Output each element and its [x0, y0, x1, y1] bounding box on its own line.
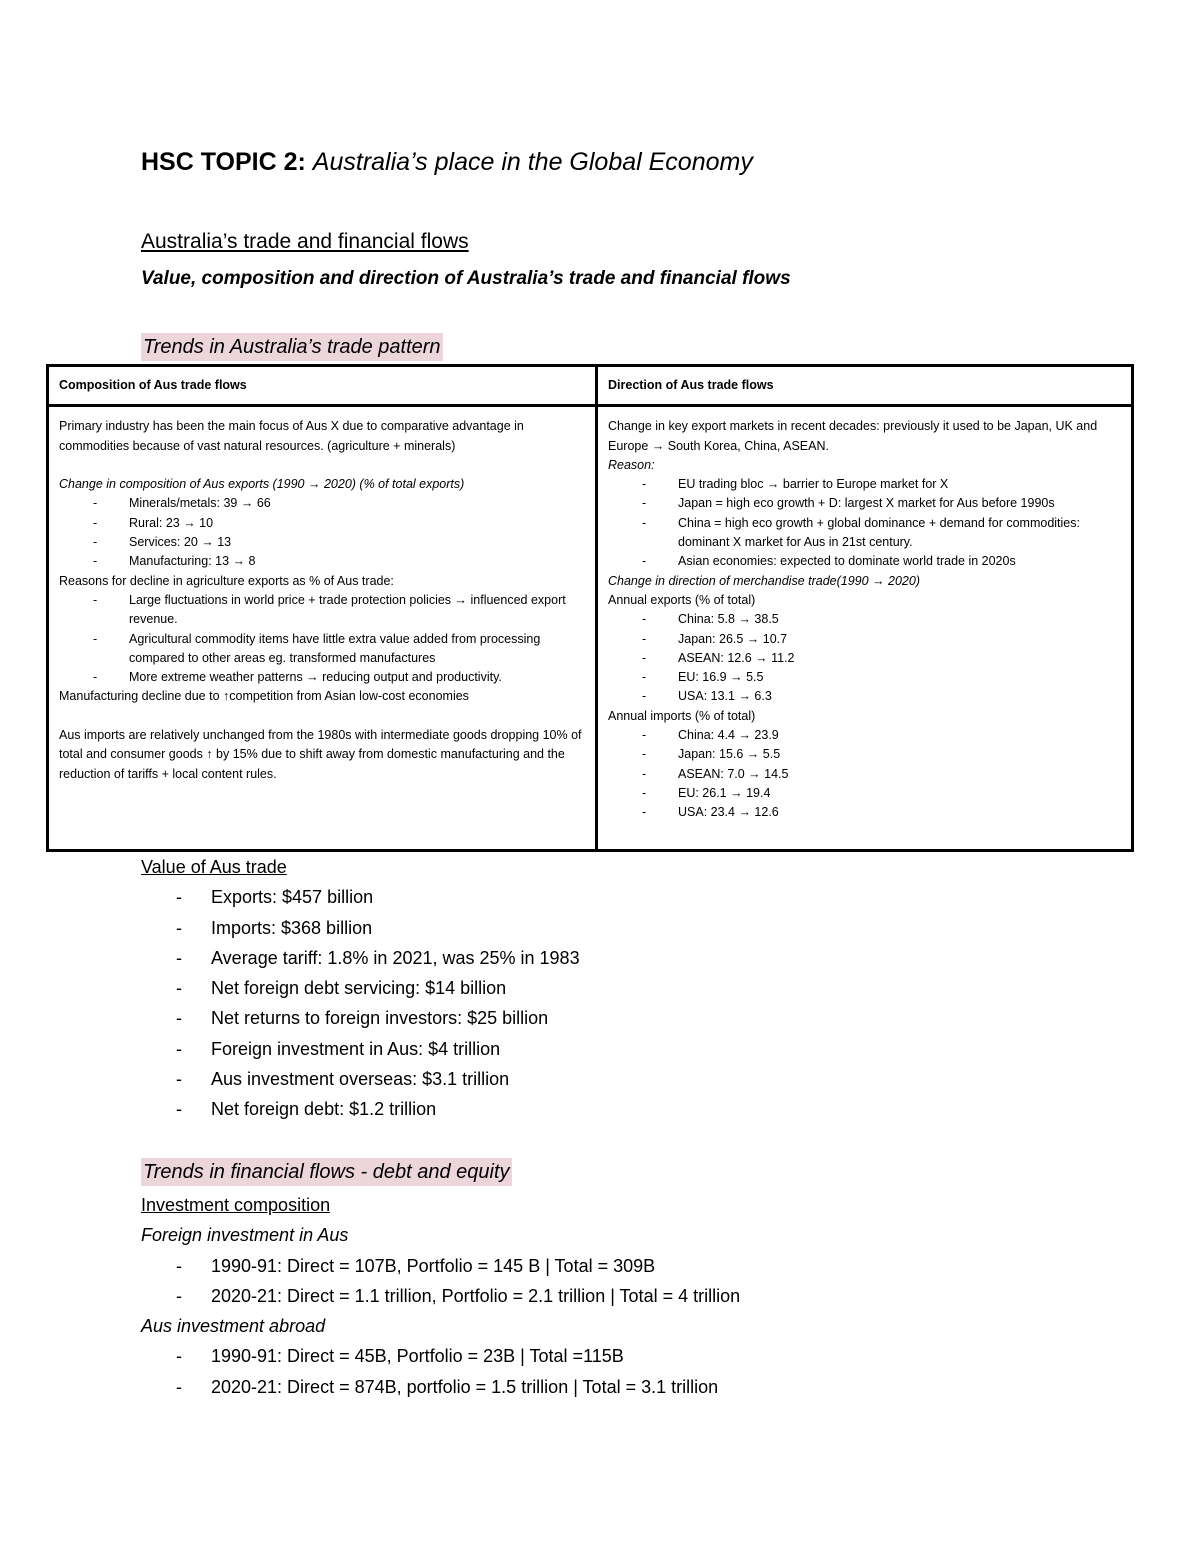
- list-item: - USA: 13.1 → 6.3: [608, 687, 1121, 706]
- aus-investment-abroad-label: Aus investment abroad: [141, 1316, 326, 1337]
- reason-label: Reason:: [608, 457, 655, 472]
- trends-financial-heading: Trends in financial flows - debt and equity: [141, 1158, 512, 1186]
- investment-section: [141, 1190, 740, 1402]
- list-item: - Large fluctuations in world price + trade protection policies → influenced export revenue.: [59, 591, 585, 630]
- table-row: [48, 406, 1133, 851]
- subsection-heading: Value, composition and direction of Australia’s trade and financial flows: [141, 268, 791, 289]
- imports-list: [608, 726, 1121, 822]
- list-item: - Imports: $368 billion: [141, 913, 580, 943]
- value-section: [141, 852, 580, 1125]
- list-item: - Services: 20 → 13: [59, 533, 585, 552]
- list-item: - Aus investment overseas: $3.1 trillion: [141, 1064, 580, 1094]
- list-item: - 1990-91: Direct = 107B, Portfolio = 145 B | Total = 309B: [141, 1251, 740, 1281]
- list-item: - EU trading bloc → barrier to Europe market for X: [608, 475, 1121, 494]
- value-heading: Value of Aus trade: [141, 857, 287, 877]
- composition-change-list: [59, 494, 585, 571]
- list-item: - EU: 16.9 → 5.5: [608, 668, 1121, 687]
- trends-trade-heading: Trends in Australia’s trade pattern: [141, 333, 443, 361]
- topic-label: HSC TOPIC 2:: [141, 148, 306, 176]
- list-item: - USA: 23.4 → 12.6: [608, 803, 1121, 822]
- direction-column-header: Direction of Aus trade flows: [597, 366, 1133, 406]
- composition-column-header: Composition of Aus trade flows: [48, 366, 597, 406]
- list-item: - Rural: 23 → 10: [59, 514, 585, 533]
- list-item: - Net returns to foreign investors: $25 billion: [141, 1003, 580, 1033]
- list-item: - Japan: 26.5 → 10.7: [608, 630, 1121, 649]
- reasons-heading: Reasons for decline in agriculture exports as % of Aus trade:: [59, 573, 394, 588]
- aus-investment-abroad-list: [141, 1341, 740, 1402]
- list-item: - Minerals/metals: 39 → 66: [59, 494, 585, 513]
- list-item: - More extreme weather patterns → reducing output and productivity.: [59, 668, 585, 687]
- composition-intro: Primary industry has been the main focus of Aus X due to comparative advantage in commodities because of vast natural resources. (agriculture + minerals): [59, 419, 524, 453]
- imports-label: Annual imports (% of total): [608, 708, 756, 723]
- direction-cell: [597, 406, 1133, 851]
- composition-cell: [48, 406, 597, 851]
- list-item: - China = high eco growth + global dominance + demand for commodities: dominant X market for Aus in 21st century.: [608, 514, 1121, 553]
- topic-title: Australia’s place in the Global Economy: [312, 148, 753, 176]
- list-item: - Japan = high eco growth + D: largest X market for Aus before 1990s: [608, 494, 1121, 513]
- direction-intro: Change in key export markets in recent decades: previously it used to be Japan, UK and Europe → South Korea, China, ASEAN.: [608, 419, 1098, 453]
- list-item: - Japan: 15.6 → 5.5: [608, 745, 1121, 764]
- section-heading: Australia’s trade and financial flows: [141, 230, 469, 253]
- list-item: - 2020-21: Direct = 874B, portfolio = 1.5 trillion | Total = 3.1 trillion: [141, 1372, 740, 1402]
- investment-composition-heading: Investment composition: [141, 1195, 331, 1215]
- list-item: - Exports: $457 billion: [141, 882, 580, 912]
- foreign-investment-label: Foreign investment in Aus: [141, 1225, 349, 1246]
- reasons-list: [59, 591, 585, 687]
- direction-change-heading: Change in direction of merchandise trade(1990 → 2020): [608, 573, 920, 588]
- page-title: [141, 144, 753, 180]
- foreign-investment-list: [141, 1251, 740, 1312]
- imports-note: Aus imports are relatively unchanged from the 1980s with intermediate goods dropping 10% of total and consumer goods ↑ by 15% due to shift away from domestic manufacturing and the reduction of tariffs + local content rules.: [59, 728, 582, 781]
- list-item: - Average tariff: 1.8% in 2021, was 25% in 1983: [141, 943, 580, 973]
- list-item: - Asian economies: expected to dominate world trade in 2020s: [608, 552, 1121, 571]
- list-item: - 2020-21: Direct = 1.1 trillion, Portfolio = 2.1 trillion | Total = 4 trillion: [141, 1281, 740, 1311]
- list-item: - Net foreign debt servicing: $14 billion: [141, 973, 580, 1003]
- table-header-row: [48, 366, 1133, 406]
- list-item: - EU: 26.1 → 19.4: [608, 784, 1121, 803]
- list-item: - ASEAN: 7.0 → 14.5: [608, 765, 1121, 784]
- list-item: - Foreign investment in Aus: $4 trillion: [141, 1034, 580, 1064]
- list-item: - Agricultural commodity items have little extra value added from processing compared to other areas eg. transformed manufactures: [59, 630, 585, 669]
- list-item: - China: 5.8 → 38.5: [608, 610, 1121, 629]
- list-item: - Net foreign debt: $1.2 trillion: [141, 1094, 580, 1124]
- list-item: - China: 4.4 → 23.9: [608, 726, 1121, 745]
- trade-flows-table: [46, 364, 1134, 852]
- exports-label: Annual exports (% of total): [608, 592, 756, 607]
- exports-list: [608, 610, 1121, 706]
- list-item: - Manufacturing: 13 → 8: [59, 552, 585, 571]
- value-list: [141, 882, 580, 1124]
- manufacturing-note: Manufacturing decline due to ↑competition from Asian low-cost economies: [59, 689, 469, 704]
- list-item: - 1990-91: Direct = 45B, Portfolio = 23B | Total =115B: [141, 1341, 740, 1371]
- reason-list: [608, 475, 1121, 571]
- composition-change-heading: Change in composition of Aus exports (1990 → 2020) (% of total exports): [59, 477, 465, 492]
- list-item: - ASEAN: 12.6 → 11.2: [608, 649, 1121, 668]
